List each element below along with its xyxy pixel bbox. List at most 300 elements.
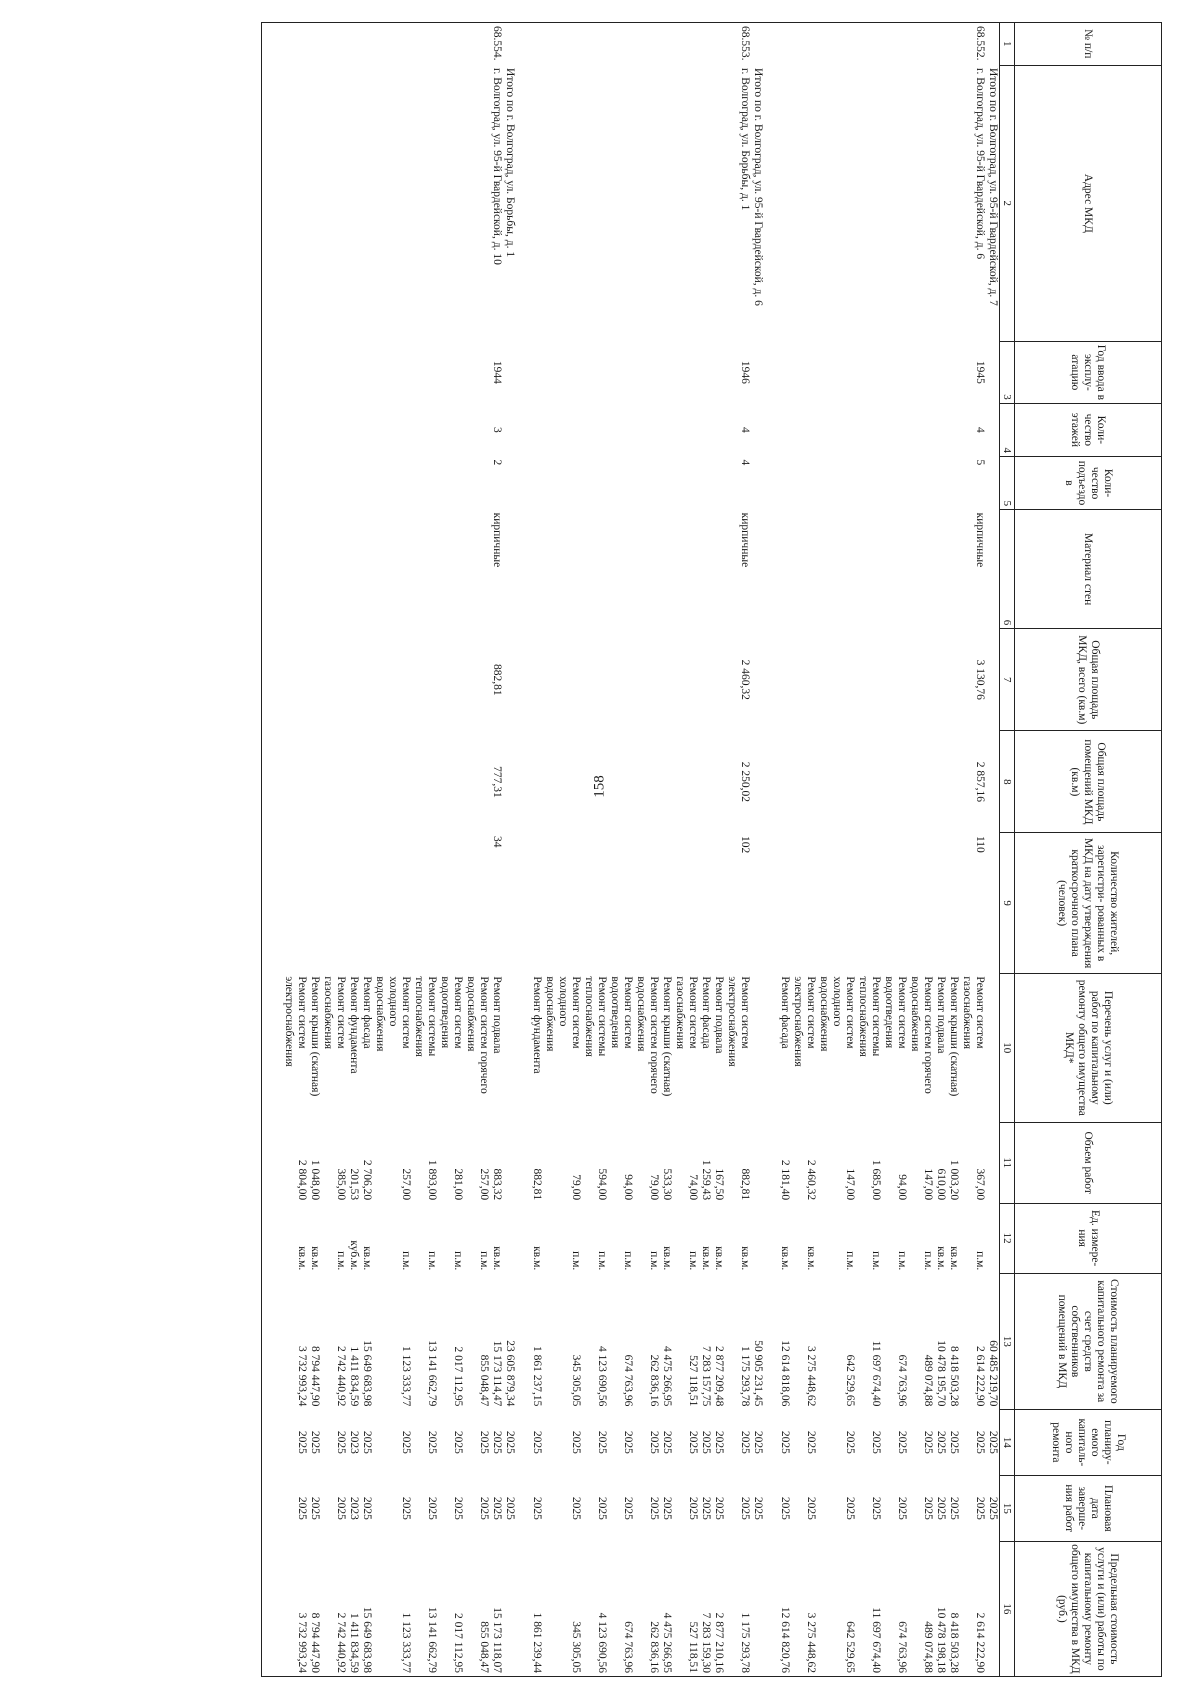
empty-cell bbox=[764, 1541, 778, 1676]
empty-cell bbox=[712, 731, 725, 833]
empty-cell bbox=[673, 731, 699, 833]
work-limit-cost: 3 732 993,24 bbox=[282, 1541, 308, 1676]
header-unit: Ед. измере- ния bbox=[1015, 1203, 1162, 1273]
work-volume: 594,00 bbox=[596, 1168, 608, 1201]
empty-cell bbox=[817, 731, 856, 833]
work-name bbox=[712, 973, 725, 1122]
area-total: 3 130,76 bbox=[974, 659, 986, 700]
empty-cell bbox=[791, 403, 817, 456]
empty-cell bbox=[947, 65, 960, 342]
empty-cell bbox=[543, 731, 582, 833]
area-total: 882,81 bbox=[491, 663, 503, 696]
work-name bbox=[673, 973, 699, 1122]
work-limit-cost: 1 123 333,77 bbox=[373, 1541, 412, 1676]
work-volume: 147,00 bbox=[844, 1168, 856, 1201]
empty-cell bbox=[282, 23, 308, 66]
empty-cell bbox=[751, 510, 764, 629]
work-name bbox=[934, 973, 947, 1122]
work-name-line: Ремонт систем bbox=[844, 976, 856, 1049]
work-limit-cost: 8 418 503,28 bbox=[947, 1541, 960, 1676]
empty-cell bbox=[778, 403, 791, 456]
total-end: 2025 bbox=[504, 1496, 516, 1520]
work-name-line: водоснабжения bbox=[818, 976, 830, 1052]
work-name-line: Ремонт систем bbox=[570, 976, 582, 1049]
work-name-line: Ремонт подвала bbox=[491, 976, 503, 1054]
empty-cell bbox=[751, 1541, 764, 1676]
empty-cell bbox=[712, 342, 725, 404]
empty-cell bbox=[699, 65, 712, 342]
empty-cell bbox=[882, 629, 908, 731]
total-row bbox=[751, 23, 764, 1677]
empty-cell bbox=[308, 456, 321, 509]
work-limit-cost: 527 118,51 bbox=[673, 1541, 699, 1676]
work-end: 2025 bbox=[687, 1496, 699, 1520]
empty-cell bbox=[817, 629, 856, 731]
empty-cell bbox=[986, 833, 1000, 973]
work-end: 2025 bbox=[948, 1496, 960, 1520]
empty-cell bbox=[268, 1273, 282, 1409]
work-name-line: Ремонт систем bbox=[739, 976, 751, 1049]
total-end: 2025 bbox=[987, 1496, 999, 1520]
address: г. Волгоград, ул. Борьбы, д. 1 bbox=[739, 68, 751, 211]
empty-cell bbox=[582, 403, 608, 456]
empty-cell bbox=[634, 23, 660, 66]
empty-cell bbox=[308, 833, 321, 973]
work-volume: 2 181,40 bbox=[779, 1159, 791, 1201]
empty-cell bbox=[660, 833, 673, 973]
work-unit: кв.м. bbox=[779, 1246, 791, 1271]
empty-cell bbox=[582, 731, 608, 833]
empty-cell bbox=[516, 1409, 530, 1475]
empty-cell bbox=[751, 1122, 764, 1203]
empty-cell bbox=[543, 65, 582, 342]
empty-cell bbox=[262, 629, 269, 731]
empty-cell bbox=[438, 731, 464, 833]
column-number: 12 bbox=[1000, 1203, 1015, 1273]
work-name bbox=[347, 973, 360, 1122]
work-end: 2025 bbox=[361, 1496, 373, 1520]
work-name-line: Ремонт фасада bbox=[779, 976, 791, 1049]
table-row bbox=[438, 23, 464, 1677]
empty-cell bbox=[530, 456, 543, 509]
work-end: 2025 bbox=[935, 1496, 947, 1520]
work-limit-cost: 15 649 683,98 bbox=[360, 1541, 373, 1676]
empty-cell bbox=[262, 1541, 269, 1676]
empty-cell bbox=[360, 731, 373, 833]
work-name-line: холодного bbox=[387, 976, 399, 1027]
spacer-row bbox=[268, 23, 282, 1677]
empty-cell bbox=[947, 456, 960, 509]
empty-cell bbox=[660, 456, 673, 509]
empty-cell bbox=[608, 456, 634, 509]
empty-cell bbox=[582, 456, 608, 509]
empty-cell bbox=[764, 1475, 778, 1541]
empty-cell bbox=[268, 731, 282, 833]
work-year: 2025 bbox=[779, 1430, 791, 1454]
empty-cell bbox=[764, 833, 778, 973]
work-name-line: Ремонт систем bbox=[400, 976, 412, 1049]
work-year: 2025 bbox=[974, 1430, 986, 1454]
work-name bbox=[699, 973, 712, 1122]
empty-cell bbox=[308, 342, 321, 404]
column-number: 10 bbox=[1000, 973, 1015, 1122]
empty-cell bbox=[503, 510, 516, 629]
empty-cell bbox=[308, 403, 321, 456]
work-year: 2025 bbox=[622, 1430, 634, 1454]
empty-cell bbox=[530, 23, 543, 66]
work-name bbox=[373, 973, 412, 1122]
work-year: 2025 bbox=[400, 1430, 412, 1454]
empty-cell bbox=[347, 731, 360, 833]
total-cost: 23 605 879,34 bbox=[504, 1340, 516, 1407]
work-name-line: газоснабжения bbox=[322, 976, 334, 1050]
empty-cell bbox=[373, 456, 412, 509]
empty-cell bbox=[882, 510, 908, 629]
work-cost: 3 275 448,62 bbox=[805, 1346, 817, 1407]
work-volume: 201,53 bbox=[348, 1168, 360, 1201]
empty-cell bbox=[268, 510, 282, 629]
work-cost: 13 141 662,79 bbox=[426, 1340, 438, 1407]
total-cost: 50 905 231,45 bbox=[752, 1340, 764, 1407]
empty-cell bbox=[699, 510, 712, 629]
work-limit-cost: 262 836,16 bbox=[634, 1541, 660, 1676]
empty-cell bbox=[308, 65, 321, 342]
work-end: 2025 bbox=[570, 1496, 582, 1520]
work-limit-cost: 674 763,96 bbox=[882, 1541, 908, 1676]
area-rooms: 777,31 bbox=[491, 766, 503, 798]
empty-cell bbox=[947, 833, 960, 973]
work-name bbox=[778, 973, 791, 1122]
empty-cell bbox=[856, 456, 882, 509]
work-limit-cost: 489 074,88 bbox=[908, 1541, 934, 1676]
empty-cell bbox=[608, 23, 634, 66]
empty-cell bbox=[882, 342, 908, 404]
work-year: 2025 bbox=[478, 1430, 490, 1454]
empty-cell bbox=[986, 1122, 1000, 1203]
work-cost: 1 411 834,59 bbox=[348, 1346, 360, 1407]
work-name-line: электроснабжения bbox=[726, 976, 738, 1067]
work-limit-cost: 10 478 198,18 bbox=[934, 1541, 947, 1676]
empty-cell bbox=[516, 1475, 530, 1541]
empty-cell bbox=[516, 973, 530, 1122]
header-area-total: Общая площадь МКД, всего (кв.м) bbox=[1015, 629, 1162, 731]
empty-cell bbox=[699, 833, 712, 973]
work-name bbox=[360, 973, 373, 1122]
work-limit-cost: 13 141 662,79 bbox=[412, 1541, 438, 1676]
work-unit: п.м. bbox=[335, 1251, 347, 1271]
empty-cell bbox=[764, 731, 778, 833]
header-entrances: Коли- чество подъездо в bbox=[1015, 456, 1162, 509]
table-row bbox=[908, 23, 934, 1677]
empty-cell bbox=[908, 23, 934, 66]
empty-cell bbox=[516, 23, 530, 66]
work-limit-cost: 642 529,65 bbox=[817, 1541, 856, 1676]
work-unit: кв.м. bbox=[948, 1246, 960, 1271]
work-volume: 2 706,20 bbox=[361, 1159, 373, 1201]
work-end: 2025 bbox=[622, 1496, 634, 1520]
work-limit-cost: 2 614 222,90 bbox=[960, 1541, 986, 1676]
empty-cell bbox=[516, 456, 530, 509]
work-end: 2025 bbox=[661, 1496, 673, 1520]
column-number: 15 bbox=[1000, 1475, 1015, 1541]
work-volume: 1 259,43 bbox=[700, 1159, 712, 1201]
empty-cell bbox=[360, 65, 373, 342]
work-name bbox=[791, 973, 817, 1122]
empty-cell bbox=[986, 456, 1000, 509]
empty-cell bbox=[503, 23, 516, 66]
work-name-line: водоотведения bbox=[439, 976, 451, 1049]
empty-cell bbox=[321, 731, 347, 833]
work-name-line: Ремонт системы bbox=[426, 976, 438, 1057]
empty-cell bbox=[764, 1273, 778, 1409]
empty-cell bbox=[321, 456, 347, 509]
empty-cell bbox=[934, 65, 947, 342]
work-name-line: водоснабжения bbox=[374, 976, 386, 1052]
work-end: 2025 bbox=[922, 1496, 934, 1520]
empty-cell bbox=[582, 629, 608, 731]
header-volume: Объем работ bbox=[1015, 1122, 1162, 1203]
work-year: 2025 bbox=[361, 1430, 373, 1454]
empty-cell bbox=[268, 1122, 282, 1203]
work-end: 2025 bbox=[400, 1496, 412, 1520]
header-repair-year: Год планиру- емого капиталь- ного ремонта bbox=[1015, 1409, 1162, 1475]
work-name-line: Ремонт фасада bbox=[700, 976, 712, 1049]
work-name-line: Ремонт систем bbox=[687, 976, 699, 1049]
empty-cell bbox=[712, 833, 725, 973]
work-end: 2025 bbox=[779, 1496, 791, 1520]
area-rooms: 2 857,16 bbox=[974, 761, 986, 803]
work-limit-cost: 2 742 440,92 bbox=[321, 1541, 347, 1676]
work-name-line: Ремонт систем bbox=[296, 976, 308, 1049]
work-volume: 1 048,00 bbox=[309, 1159, 321, 1201]
empty-cell bbox=[791, 510, 817, 629]
work-unit: кв.м. bbox=[361, 1246, 373, 1271]
empty-cell bbox=[778, 342, 791, 404]
work-name-line: теплоснабжения bbox=[583, 976, 595, 1057]
work-name bbox=[582, 973, 608, 1122]
table-row bbox=[660, 23, 673, 1677]
work-unit: кв.м. bbox=[296, 1246, 308, 1271]
empty-cell bbox=[986, 23, 1000, 66]
empty-cell bbox=[778, 731, 791, 833]
table-row bbox=[725, 23, 751, 1677]
header-area-rooms: Общая площадь помещений МКД (кв.м) bbox=[1015, 731, 1162, 833]
work-unit: п.м. bbox=[648, 1251, 660, 1271]
work-end: 2025 bbox=[700, 1496, 712, 1520]
work-year: 2025 bbox=[739, 1430, 751, 1454]
wall-material: кирпичные bbox=[739, 512, 751, 568]
empty-cell bbox=[817, 510, 856, 629]
work-cost: 345 305,05 bbox=[570, 1354, 582, 1407]
empty-cell bbox=[856, 629, 882, 731]
empty-cell bbox=[751, 456, 764, 509]
empty-cell bbox=[530, 342, 543, 404]
empty-cell bbox=[699, 342, 712, 404]
work-volume: 257,00 bbox=[478, 1168, 490, 1201]
work-name-line: Ремонт крыши (скатная) bbox=[948, 976, 960, 1097]
empty-cell bbox=[934, 456, 947, 509]
table-body bbox=[262, 23, 1000, 1677]
empty-cell bbox=[543, 456, 582, 509]
work-unit: кв.м. bbox=[531, 1246, 543, 1271]
work-volume: 882,81 bbox=[531, 1168, 543, 1201]
empty-cell bbox=[660, 342, 673, 404]
work-year: 2025 bbox=[661, 1430, 673, 1454]
empty-cell bbox=[412, 731, 438, 833]
empty-cell bbox=[308, 510, 321, 629]
empty-cell bbox=[262, 342, 269, 404]
empty-cell bbox=[764, 456, 778, 509]
work-end: 2025 bbox=[805, 1496, 817, 1520]
empty-cell bbox=[608, 510, 634, 629]
empty-cell bbox=[282, 833, 308, 973]
empty-cell bbox=[778, 65, 791, 342]
work-year: 2025 bbox=[935, 1430, 947, 1454]
empty-cell bbox=[908, 456, 934, 509]
work-cost: 674 763,96 bbox=[896, 1354, 908, 1407]
work-name-line: газоснабжения bbox=[961, 976, 973, 1050]
work-limit-cost: 1 411 834,59 bbox=[347, 1541, 360, 1676]
work-name-line: Ремонт системы bbox=[870, 976, 882, 1057]
empty-cell bbox=[262, 456, 269, 509]
empty-cell bbox=[986, 342, 1000, 404]
empty-cell bbox=[908, 731, 934, 833]
empty-cell bbox=[986, 1541, 1000, 1676]
empty-cell bbox=[347, 629, 360, 731]
empty-cell bbox=[778, 833, 791, 973]
empty-cell bbox=[360, 833, 373, 973]
work-name-line: водоснабжения bbox=[909, 976, 921, 1052]
empty-cell bbox=[268, 1409, 282, 1475]
empty-cell bbox=[764, 23, 778, 66]
header-year-built: Год ввода в эксплу- атацию bbox=[1015, 342, 1162, 404]
empty-cell bbox=[530, 629, 543, 731]
empty-cell bbox=[986, 973, 1000, 1122]
work-year: 2025 bbox=[648, 1430, 660, 1454]
work-name-line: теплоснабжения bbox=[413, 976, 425, 1057]
work-volume: 79,00 bbox=[570, 1174, 582, 1201]
empty-cell bbox=[778, 456, 791, 509]
empty-cell bbox=[347, 456, 360, 509]
work-end: 2025 bbox=[870, 1496, 882, 1520]
empty-cell bbox=[268, 456, 282, 509]
empty-cell bbox=[503, 1122, 516, 1203]
empty-cell bbox=[856, 731, 882, 833]
empty-cell bbox=[673, 456, 699, 509]
empty-cell bbox=[751, 1203, 764, 1273]
empty-cell bbox=[856, 65, 882, 342]
empty-cell bbox=[360, 456, 373, 509]
capital-repair-table bbox=[261, 22, 1162, 1677]
header-floors: Коли- чество этажей bbox=[1015, 403, 1162, 456]
work-name bbox=[464, 973, 490, 1122]
column-number: 16 bbox=[1000, 1541, 1015, 1676]
empty-cell bbox=[673, 510, 699, 629]
work-name-line: Ремонт систем горячего bbox=[648, 976, 660, 1094]
column-number: 9 bbox=[1000, 833, 1015, 973]
column-number: 6 bbox=[1000, 510, 1015, 629]
table-row bbox=[412, 23, 438, 1677]
wall-material: кирпичные bbox=[491, 512, 503, 568]
work-name bbox=[438, 973, 464, 1122]
empty-cell bbox=[347, 342, 360, 404]
empty-cell bbox=[360, 510, 373, 629]
work-limit-cost: 1 175 293,78 bbox=[725, 1541, 751, 1676]
total-row bbox=[986, 23, 1000, 1677]
empty-cell bbox=[882, 833, 908, 973]
floors: 4 bbox=[739, 426, 751, 433]
empty-cell bbox=[712, 510, 725, 629]
header-address: Адрес МКД bbox=[1015, 65, 1162, 342]
empty-cell bbox=[751, 973, 764, 1122]
empty-cell bbox=[934, 510, 947, 629]
empty-cell bbox=[660, 731, 673, 833]
work-cost: 1 861 237,15 bbox=[531, 1346, 543, 1407]
empty-cell bbox=[608, 403, 634, 456]
year-built: 1946 bbox=[739, 360, 751, 384]
work-cost: 7 283 157,75 bbox=[700, 1346, 712, 1407]
work-limit-cost: 4 475 266,95 bbox=[660, 1541, 673, 1676]
work-name-line: водоснабжения bbox=[465, 976, 477, 1052]
work-limit-cost: 12 614 820,76 bbox=[778, 1541, 791, 1676]
empty-cell bbox=[464, 65, 490, 342]
work-name bbox=[660, 973, 673, 1122]
work-name bbox=[308, 973, 321, 1122]
work-unit: кв.м. bbox=[935, 1246, 947, 1271]
empty-cell bbox=[673, 833, 699, 973]
work-name bbox=[947, 973, 960, 1122]
empty-cell bbox=[308, 731, 321, 833]
empty-cell bbox=[543, 23, 582, 66]
work-name-line: Ремонт подвала bbox=[935, 976, 947, 1054]
empty-cell bbox=[856, 342, 882, 404]
work-name-line: Ремонт крыши (скатная) bbox=[661, 976, 673, 1097]
empty-cell bbox=[947, 731, 960, 833]
work-volume: 147,00 bbox=[922, 1168, 934, 1201]
work-cost: 642 529,65 bbox=[844, 1354, 856, 1407]
empty-cell bbox=[947, 403, 960, 456]
empty-cell bbox=[373, 510, 412, 629]
work-unit: п.м. bbox=[570, 1251, 582, 1271]
work-year: 2025 bbox=[531, 1430, 543, 1454]
work-limit-cost: 11 697 674,40 bbox=[856, 1541, 882, 1676]
work-end: 2025 bbox=[335, 1496, 347, 1520]
work-name bbox=[543, 973, 582, 1122]
work-end: 2025 bbox=[491, 1496, 503, 1520]
empty-cell bbox=[908, 629, 934, 731]
work-year: 2025 bbox=[426, 1430, 438, 1454]
floors: 4 bbox=[974, 426, 986, 433]
work-name-line: Ремонт системы bbox=[596, 976, 608, 1057]
empty-cell bbox=[360, 629, 373, 731]
empty-cell bbox=[791, 456, 817, 509]
empty-cell bbox=[262, 833, 269, 973]
work-unit: куб.м. bbox=[348, 1240, 360, 1271]
empty-cell bbox=[464, 510, 490, 629]
work-cost: 15 173 114,47 bbox=[491, 1340, 503, 1407]
work-name-line: Ремонт фундамента bbox=[348, 976, 360, 1074]
empty-cell bbox=[882, 23, 908, 66]
empty-cell bbox=[282, 342, 308, 404]
empty-cell bbox=[543, 510, 582, 629]
work-end: 2025 bbox=[478, 1496, 490, 1520]
header-works: Перечень услуг и (или) работ по капитальному ремонту общего имущества МКД* bbox=[1015, 973, 1162, 1122]
empty-cell bbox=[634, 629, 660, 731]
column-number: 14 bbox=[1000, 1409, 1015, 1475]
work-cost: 527 118,51 bbox=[687, 1355, 699, 1407]
empty-cell bbox=[268, 1203, 282, 1273]
work-end: 2025 bbox=[896, 1496, 908, 1520]
